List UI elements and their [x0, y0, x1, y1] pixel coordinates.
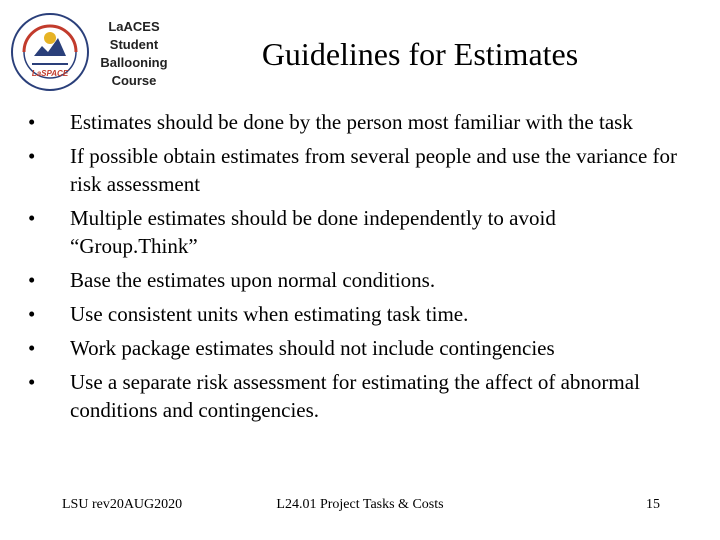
bullet-item	[28, 108, 688, 136]
bullet-item	[28, 142, 688, 198]
logo-line: Ballooning	[100, 55, 168, 70]
bullet-item	[28, 334, 688, 362]
footer-revision: LSU rev20AUG2020	[62, 497, 183, 512]
bullet-icon: •	[28, 336, 36, 360]
bullet-text: Use consistent units when estimating task time.	[70, 302, 469, 326]
bullet-item	[28, 204, 688, 260]
svg-text:LaSPACE: LaSPACE	[31, 69, 69, 78]
bullet-icon: •	[28, 268, 36, 292]
bullet-icon: •	[28, 144, 36, 168]
bullet-item	[28, 368, 688, 424]
bullet-item	[28, 300, 688, 328]
footer-lesson-title: L24.01 Project Tasks & Costs	[276, 497, 444, 512]
bullet-icon: •	[28, 206, 36, 230]
bullet-text: Use a separate risk assessment for estimating the affect of abnormal conditions and contingencies.	[70, 370, 640, 422]
bullet-text: Multiple estimates should be done independently to avoid “Group.Think”	[70, 206, 556, 258]
bullet-icon: •	[28, 302, 36, 326]
course-logo	[10, 12, 170, 92]
bullet-text: Estimates should be done by the person most familiar with the task	[70, 110, 633, 134]
bullet-item	[28, 266, 688, 294]
laces-seal-icon	[10, 12, 90, 92]
logo-line: Student	[109, 37, 159, 52]
slide-title: Guidelines for Estimates	[261, 36, 579, 72]
bullet-list	[28, 108, 688, 430]
logo-line: Course	[111, 73, 157, 88]
page-number: 15	[646, 497, 660, 512]
bullet-text: Work package estimates should not include contingencies	[70, 336, 555, 360]
bullet-icon: •	[28, 110, 36, 134]
bullet-icon: •	[28, 370, 36, 394]
logo-wordmark	[98, 18, 170, 90]
bullet-text: Base the estimates upon normal conditions.	[70, 268, 436, 292]
bullet-text: If possible obtain estimates from several people and use the variance for risk assessment	[70, 144, 678, 196]
logo-line: LaACES	[108, 19, 160, 34]
